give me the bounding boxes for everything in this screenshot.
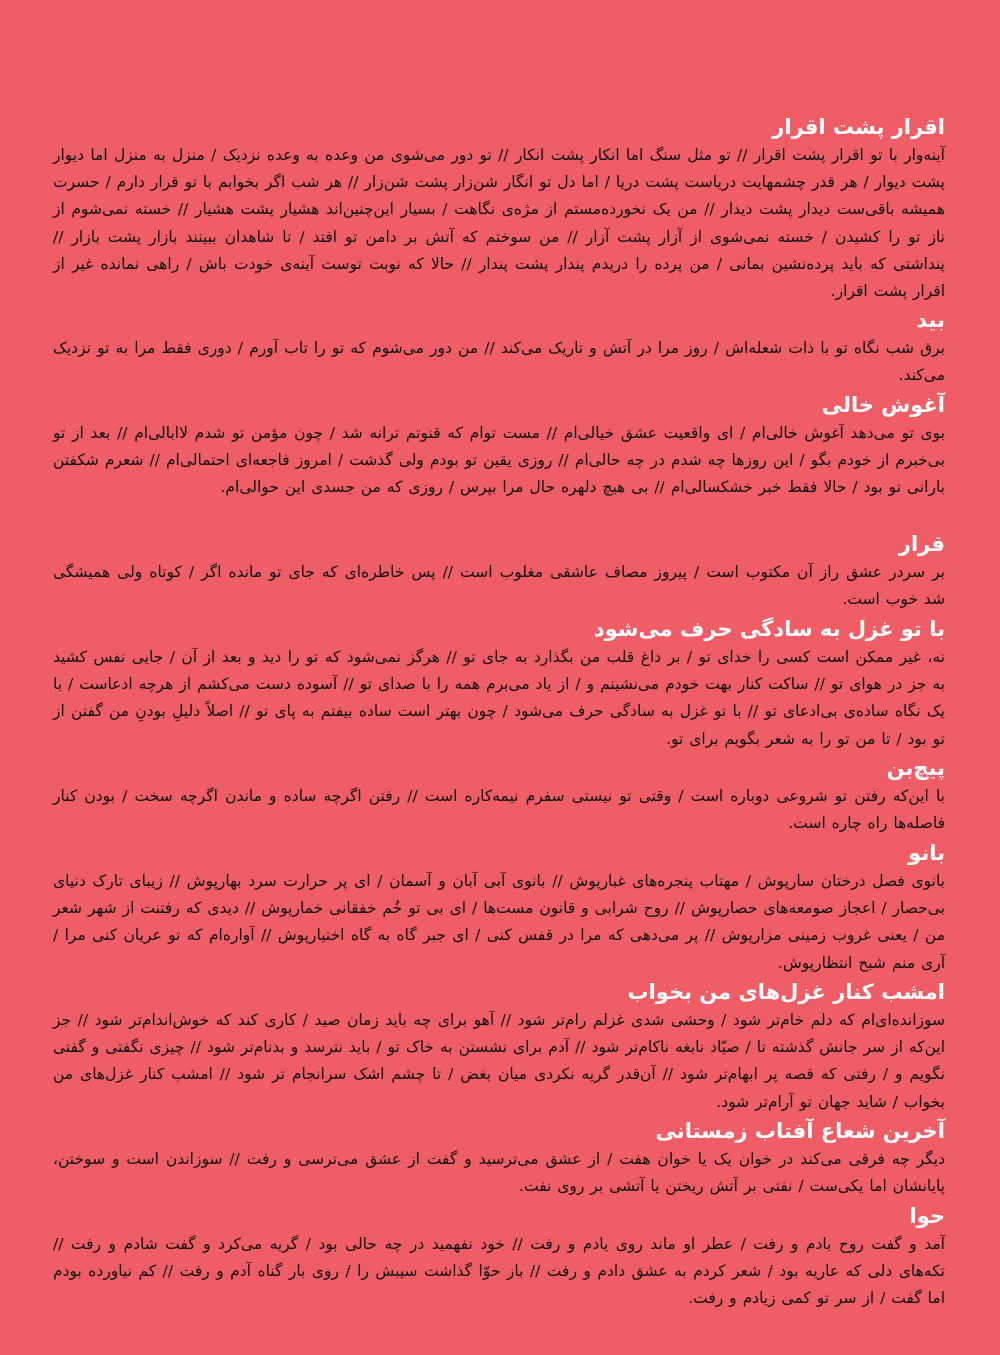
poem-ba-to-ghazal — [53, 614, 945, 753]
poem-title: بید — [916, 308, 945, 332]
poem-bid — [53, 305, 945, 390]
poem-body: نه، غیر ممکن است کسی را خدای تو / بر داغ قلب من بگذارد به جای تو // هرگز نمی‌شود که تو را دید و بعد از آن / جایی نفس کشید به جز در هوای تو // ساکت کنار بهت خودم می‌نشینم و / از یاد می‌برم همه را با صدای تو // آسوده دست می‌کشم از هرچه ادعاست / با یک نگاه ساده‌ی بی‌ادعای تو // با تو غزل به سادگی حرف می‌شود / چون بهتر است ساده بیفتم به پای تو // اصلاً دلیلِ بودنِ من گفتن از تو بود / تا من تو را به شعر بگویم برای تو. — [53, 648, 945, 748]
poem-gharar — [53, 529, 945, 614]
poem-title: با تو غزل به سادگی حرف می‌شود — [593, 617, 945, 641]
poem-body: بر سردر عشق راز آن مکتوب است / پیروز مصاف عاشقی مغلوب است // پس خاطره‌ای که جای تو مانده اگر / کوتاه ولی همیشگی شد خوب است. — [53, 563, 945, 609]
poem-akharin-shoa — [53, 1116, 945, 1201]
poem-title: امشب کنار غزل‌های من بخواب — [627, 980, 945, 1004]
poem-body: آینه‌وار با تو اقرار پشت اقرار // تو مثل سنگ اما انکار پشت انکار // تو دور می‌شوی من وعده به وعده نزدیک / منزل به منزل اما دیوار پشت دیوار / هر قدر چشمهایت دریاست پشت دریا / اما دل تو انگار شن‌زار پشت شن‌زار // هر شب اگر بخوابم با تو قرار دارم / حسرت همیشه باقی‌ست دیدار پشت دیدار // من یک نخورده‌مستم از مژه‌ی نگاهت / بسیار این‌چنین‌اند هشیار پشت هشیار // خسته نمی‌شوم از ناز تو را کشیدن / خسته نمی‌شوی از آزار پشت آزار // من سوختم که آتش بر دامن تو افتد / تا شاهدان ببینند بازار پشت بازار // پنداشتی که باید پرده‌نشین بمانی / من پرده را دریدم پندار پشت پندار // حالا که نوبت توست آینه‌ی خودت باش / راهی نمانده غیر از اقرار پشت اقرار. — [53, 146, 945, 301]
poem-title: حوا — [909, 1204, 945, 1228]
poem-body: آمد و گفت روح بادم و رفت / عطر او ماند روی یادم و رفت // خود نفهمید در چه حالی بود / گریه می‌کرد و گفت شادم و رفت // تکه‌های دلی که عاریه بود / شعر کردم به عشق دادم و رفت // باز حوّا گذاشت سیبش را / روی بار گناه آدم و رفت // کم نیاورده بودم اما گفت / از سر تو کمی زیادم و رفت. — [53, 1235, 945, 1308]
poem-eghrar — [53, 112, 945, 305]
poem-title: پیچ‌بن — [886, 756, 945, 780]
poem-title: قرار — [898, 532, 945, 556]
poem-title: اقرار پشت اقرار — [772, 115, 945, 139]
poem-body: بوی تو می‌دهد آغوش خالی‌ام / ای واقعیت عشق خیالی‌ام // مست توام که قنوتم ترانه شد / چون مؤمن تو شدم لاابالی‌ام // بعد از تو بی‌خبرم از خودم بگو / این روزها چه شدم در چه حالی‌ام // روزی یقین تو بودم ولی گذشت / امروز فاجعه‌ای احتمالی‌ام // شعرم شکفتن بارانی تو بود / حالا فقط خبر خشکسالی‌ام // بی هیچ دلهره حال مرا بپرس / روزی که من جسدی این حوالی‌ام. — [53, 424, 945, 497]
poem-aghoosh-khali — [53, 390, 945, 529]
poem-havva — [53, 1201, 945, 1313]
poem-body: با این‌که رفتن تو شروعی دوباره است / وقتی تو نیستی سفرم نیمه‌کاره است // رفتن اگرچه ساده و ماندن اگرچه سخت / بودن کنار فاصله‌ها راه چاره است. — [53, 787, 945, 833]
poem-body: برق شب نگاه تو با ذات شعله‌اش / روز مرا در آتش و تاریک می‌کند // من دور می‌شوم که تو را تاب آورم / دوری فقط مرا به تو نزدیک می‌کند. — [53, 339, 945, 385]
poem-title: آغوش خالی — [821, 393, 945, 417]
poem-body: بانوی فصل درختان سارپوش / مهتاب پنجره‌های غبارپوش // بانوی آبی آبان و آسمان / ای پر حرارت سرد بهارپوش // زیبای تارک دنیای بی‌حصار / اعجاز صومعه‌های حصارپوش // روح شرابی و قانون مست‌ها / ای بی تو خُم خفقانی خمارپوش // دیدی که رفتنت از شهر شعر من / یعنی غروب زمینی مزارپوش // پر می‌دهی که مرا در قفس کنی / ای جبر گاه به گاه اختیارپوش // آواره‌ام که تو عریان کنی مرا / آری منم شبح انتظارپوش. — [53, 872, 945, 972]
poem-pichban — [53, 753, 945, 838]
poem-title: بانو — [908, 841, 945, 865]
poem-title: آخرین شعاع آفتاب زمستانی — [655, 1119, 945, 1143]
poem-banoo — [53, 838, 945, 977]
poem-body: سوزانده‌ای‌ام که دلم خام‌تر شود / وحشی شدی غزلم رام‌تر شود // آهو برای چه باید زمان صید / کاری کند که خوش‌اندام‌تر شود // جز این‌که از سر جانش گذشته تا / صیّاد نابغه ناکام‌تر شود // آدم برای نشستن به خاک تو / باید نترسد و بدنام‌تر شود // چیزی نگفتی و گفتی نگویم و / رفتی که قصه پر ابهام‌تر شود // آن‌قدر گریه نکردی میان بغض / تا چشم اشک سرانجام تر شود // امشب کنار غزل‌های من بخواب / شاید جهان تو آرام‌تر شود. — [53, 1011, 945, 1111]
poem-body: دیگر چه فرقی می‌کند در خوان یک یا خوان هفت / از عشق می‌ترسید و گفت از عشق می‌ترسی و رفت // سوزاندن است و سوختن، پایانشان اما یکی‌ست / نفتی بر آتش ریختن یا آتشی بر روی نفت. — [53, 1150, 945, 1196]
poem-emshab-kenar — [53, 977, 945, 1116]
